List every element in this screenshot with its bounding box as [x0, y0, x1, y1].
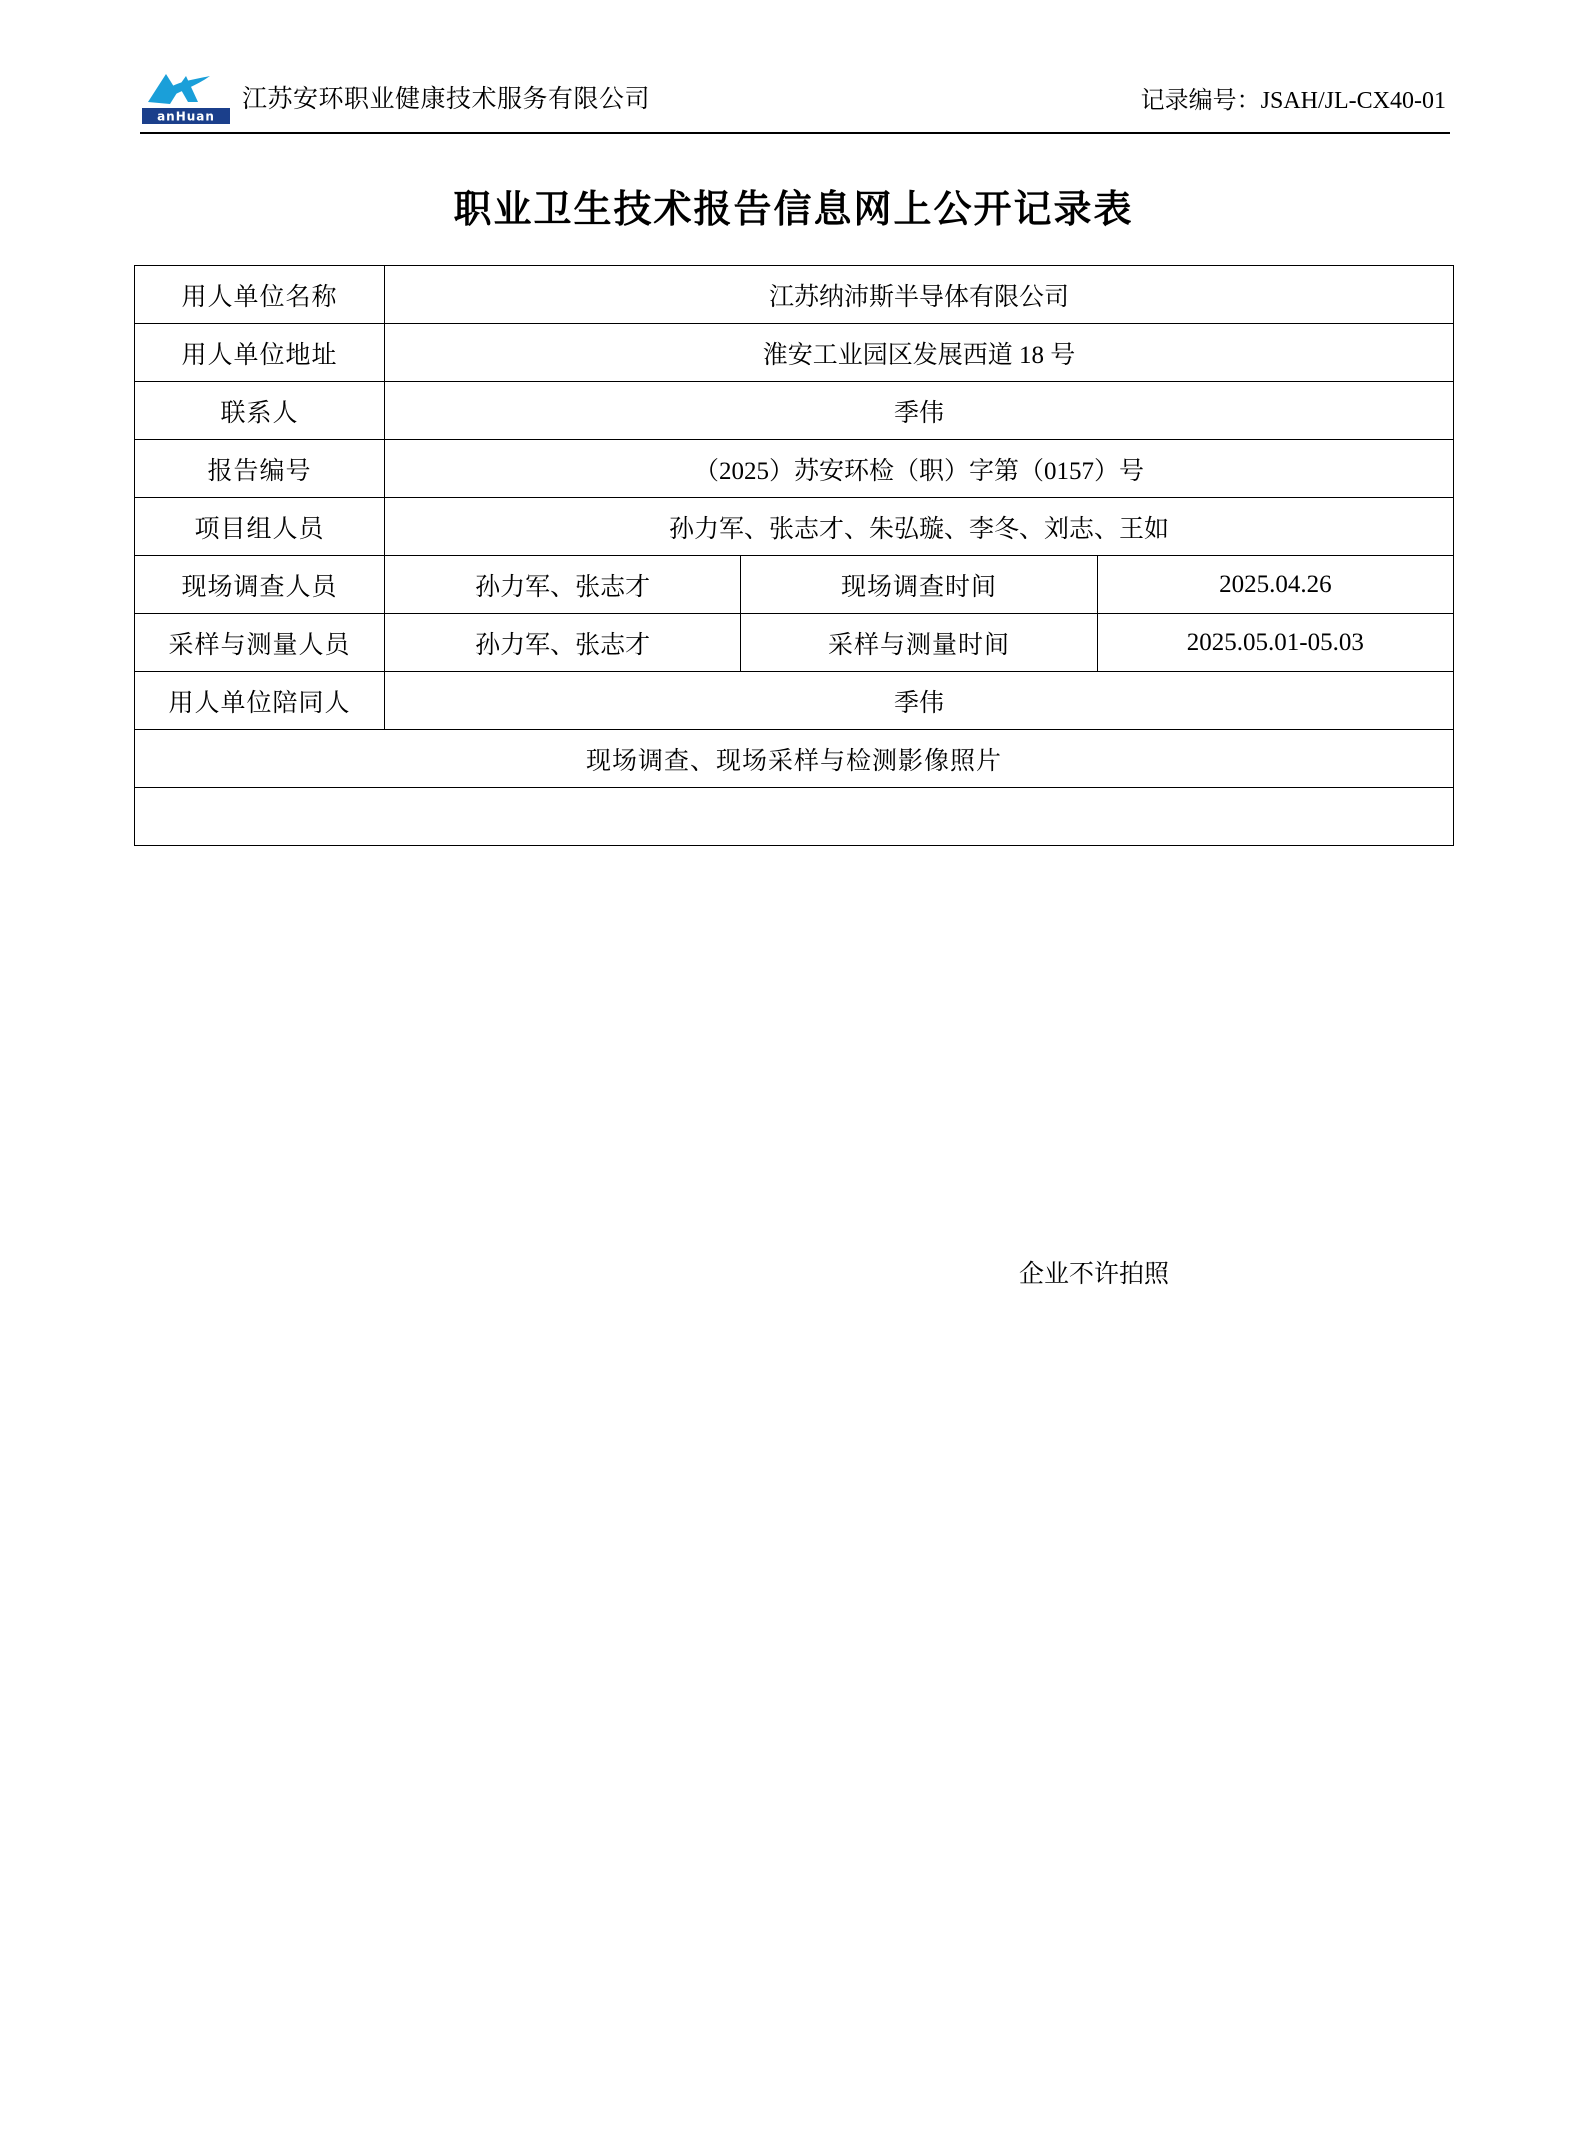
table-row	[135, 440, 1454, 498]
photo-section-header: 现场调查、现场采样与检测影像照片	[135, 730, 1454, 788]
table-row	[135, 556, 1454, 614]
record-table	[134, 265, 1454, 1288]
row-value-report-number: （2025）苏安环检（职）字第（0157）号	[385, 440, 1454, 498]
row-label-project-team: 项目组人员	[135, 498, 385, 556]
table-row	[135, 672, 1454, 730]
row-value-employer-name: 江苏纳沛斯半导体有限公司	[385, 266, 1454, 324]
photo-note: 企业不许拍照	[1018, 1260, 1169, 1288]
row-value-project-team: 孙力军、张志才、朱弘璇、李冬、刘志、王如	[385, 498, 1454, 556]
row-label-sampling-date: 采样与测量时间	[741, 614, 1097, 672]
photo-section-area	[135, 788, 1454, 1288]
row-label-survey-date: 现场调查时间	[741, 556, 1097, 614]
row-label-survey-staff: 现场调查人员	[135, 556, 385, 614]
row-label-sampling-staff: 采样与测量人员	[135, 614, 385, 672]
header-left	[140, 66, 650, 128]
table-row	[135, 730, 1454, 788]
svg-text:anHuan: anHuan	[157, 109, 215, 124]
table-row	[135, 382, 1454, 440]
row-value-contact-person: 季伟	[385, 382, 1454, 440]
record-number-label: 记录编号：	[1140, 87, 1261, 114]
table-row	[135, 324, 1454, 382]
row-value-survey-staff: 孙力军、张志才	[385, 556, 741, 614]
row-value-sampling-date: 2025.05.01-05.03	[1097, 614, 1453, 672]
row-label-contact-person: 联系人	[135, 382, 385, 440]
row-label-employer-name: 用人单位名称	[135, 266, 385, 324]
table-row	[135, 266, 1454, 324]
record-number-value: JSAH/JL-CX40-01	[1260, 87, 1446, 114]
company-name: 江苏安环职业健康技术服务有限公司	[242, 86, 651, 113]
company-logo-icon	[140, 66, 232, 128]
table-row	[135, 614, 1454, 672]
table-row	[135, 498, 1454, 556]
row-value-survey-date: 2025.04.26	[1097, 556, 1453, 614]
record-number	[1141, 80, 1450, 115]
page-title: 职业卫生技术报告信息网上公开记录表	[453, 186, 1134, 231]
row-value-accompany-person: 季伟	[385, 672, 1454, 730]
row-label-employer-address: 用人单位地址	[135, 324, 385, 382]
document-header	[140, 62, 1450, 134]
row-label-report-number: 报告编号	[135, 440, 385, 498]
table-row	[135, 788, 1454, 846]
row-value-employer-address: 淮安工业园区发展西道 18 号	[385, 324, 1454, 382]
row-value-sampling-staff: 孙力军、张志才	[385, 614, 741, 672]
row-label-accompany-person: 用人单位陪同人	[135, 672, 385, 730]
